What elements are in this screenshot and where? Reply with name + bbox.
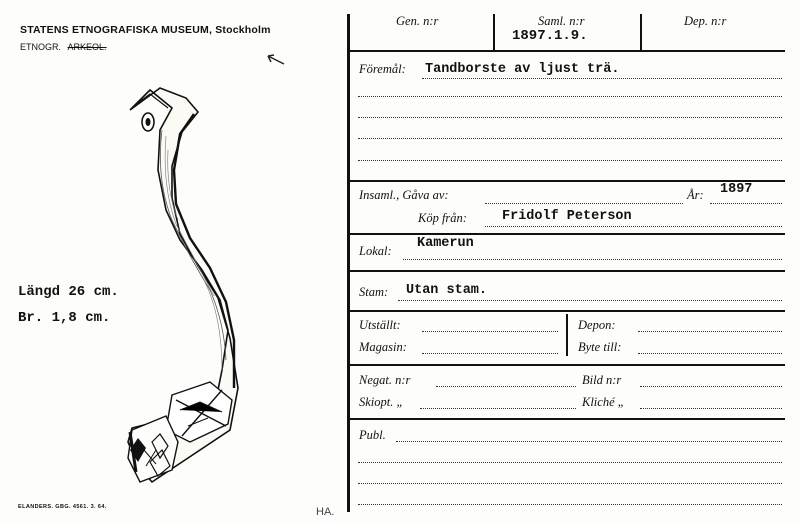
dotted-line xyxy=(640,386,782,387)
skiopt-label: Skiopt. „ xyxy=(359,395,404,409)
dotted-line xyxy=(358,96,782,97)
dotted-line xyxy=(710,203,782,204)
divider xyxy=(349,418,785,420)
insaml-label: Insaml., Gåva av: xyxy=(359,188,449,202)
dotted-line xyxy=(640,408,782,409)
dotted-line xyxy=(398,300,782,301)
dotted-line xyxy=(358,138,782,139)
dotted-line xyxy=(436,386,576,387)
length-text: Längd 26 cm. xyxy=(18,284,119,300)
ar-label: År: xyxy=(687,188,704,202)
kop-value: Fridolf Peterson xyxy=(502,209,632,224)
dotted-line xyxy=(358,483,782,484)
kliche-label: Kliché „ xyxy=(582,395,625,409)
breadth-text: Br. 1,8 cm. xyxy=(18,310,111,326)
dep-nr-label: Dep. n:r xyxy=(684,14,727,28)
toothbrush-drawing xyxy=(110,70,290,490)
lokal-label: Lokal: xyxy=(359,244,392,258)
museum-name: STATENS ETNOGRAFISKA MUSEUM, xyxy=(20,24,213,36)
dotted-line xyxy=(638,331,782,332)
stam-value: Utan stam. xyxy=(406,283,488,298)
dotted-line xyxy=(638,353,782,354)
card-left-border xyxy=(347,14,350,512)
separator xyxy=(566,314,568,356)
hand-drawn-arrow-icon xyxy=(264,52,288,70)
lokal-value: Kamerun xyxy=(417,236,474,251)
dotted-line xyxy=(358,462,782,463)
divider xyxy=(349,310,785,312)
byte-label: Byte till: xyxy=(578,340,622,354)
bild-label: Bild n:r xyxy=(582,373,622,387)
department-line xyxy=(20,42,107,52)
dotted-line xyxy=(403,259,782,260)
foremal-value: Tandborste av ljust trä. xyxy=(425,62,620,77)
divider xyxy=(349,233,785,235)
divider xyxy=(349,364,785,366)
depon-label: Depon: xyxy=(578,318,616,332)
dotted-line xyxy=(422,78,782,79)
gen-nr-label: Gen. n:r xyxy=(396,14,439,28)
dotted-line xyxy=(420,408,576,409)
saml-nr-value: 1897.1.9. xyxy=(512,28,588,44)
dotted-line xyxy=(358,504,782,505)
printer-mark: ELANDERS. GBG. 4561. 3. 64. xyxy=(18,504,107,510)
publ-label: Publ. xyxy=(359,428,386,442)
magasin-label: Magasin: xyxy=(359,340,407,354)
saml-nr-label: Saml. n:r xyxy=(538,14,585,28)
museum-city: Stockholm xyxy=(215,24,271,36)
department-archaeology-struck: ARKEOL. xyxy=(67,42,107,52)
utstallt-label: Utställt: xyxy=(359,318,401,332)
dotted-line xyxy=(396,441,782,442)
ar-value: 1897 xyxy=(720,182,753,197)
divider xyxy=(349,50,785,52)
dotted-line xyxy=(358,160,782,161)
department-ethnography: ETNOGR. xyxy=(20,42,62,52)
dotted-line xyxy=(422,353,558,354)
separator xyxy=(640,14,642,50)
foremal-label: Föremål: xyxy=(359,62,406,76)
stam-label: Stam: xyxy=(359,285,389,299)
kop-label: Köp från: xyxy=(418,211,467,225)
dotted-line xyxy=(358,117,782,118)
dotted-line xyxy=(485,226,782,227)
dotted-line xyxy=(485,203,683,204)
museum-header xyxy=(20,24,271,36)
dotted-line xyxy=(422,331,558,332)
negat-label: Negat. n:r xyxy=(359,373,411,387)
separator xyxy=(493,14,495,50)
handwritten-initials: HA. xyxy=(316,506,335,518)
divider xyxy=(349,270,785,272)
